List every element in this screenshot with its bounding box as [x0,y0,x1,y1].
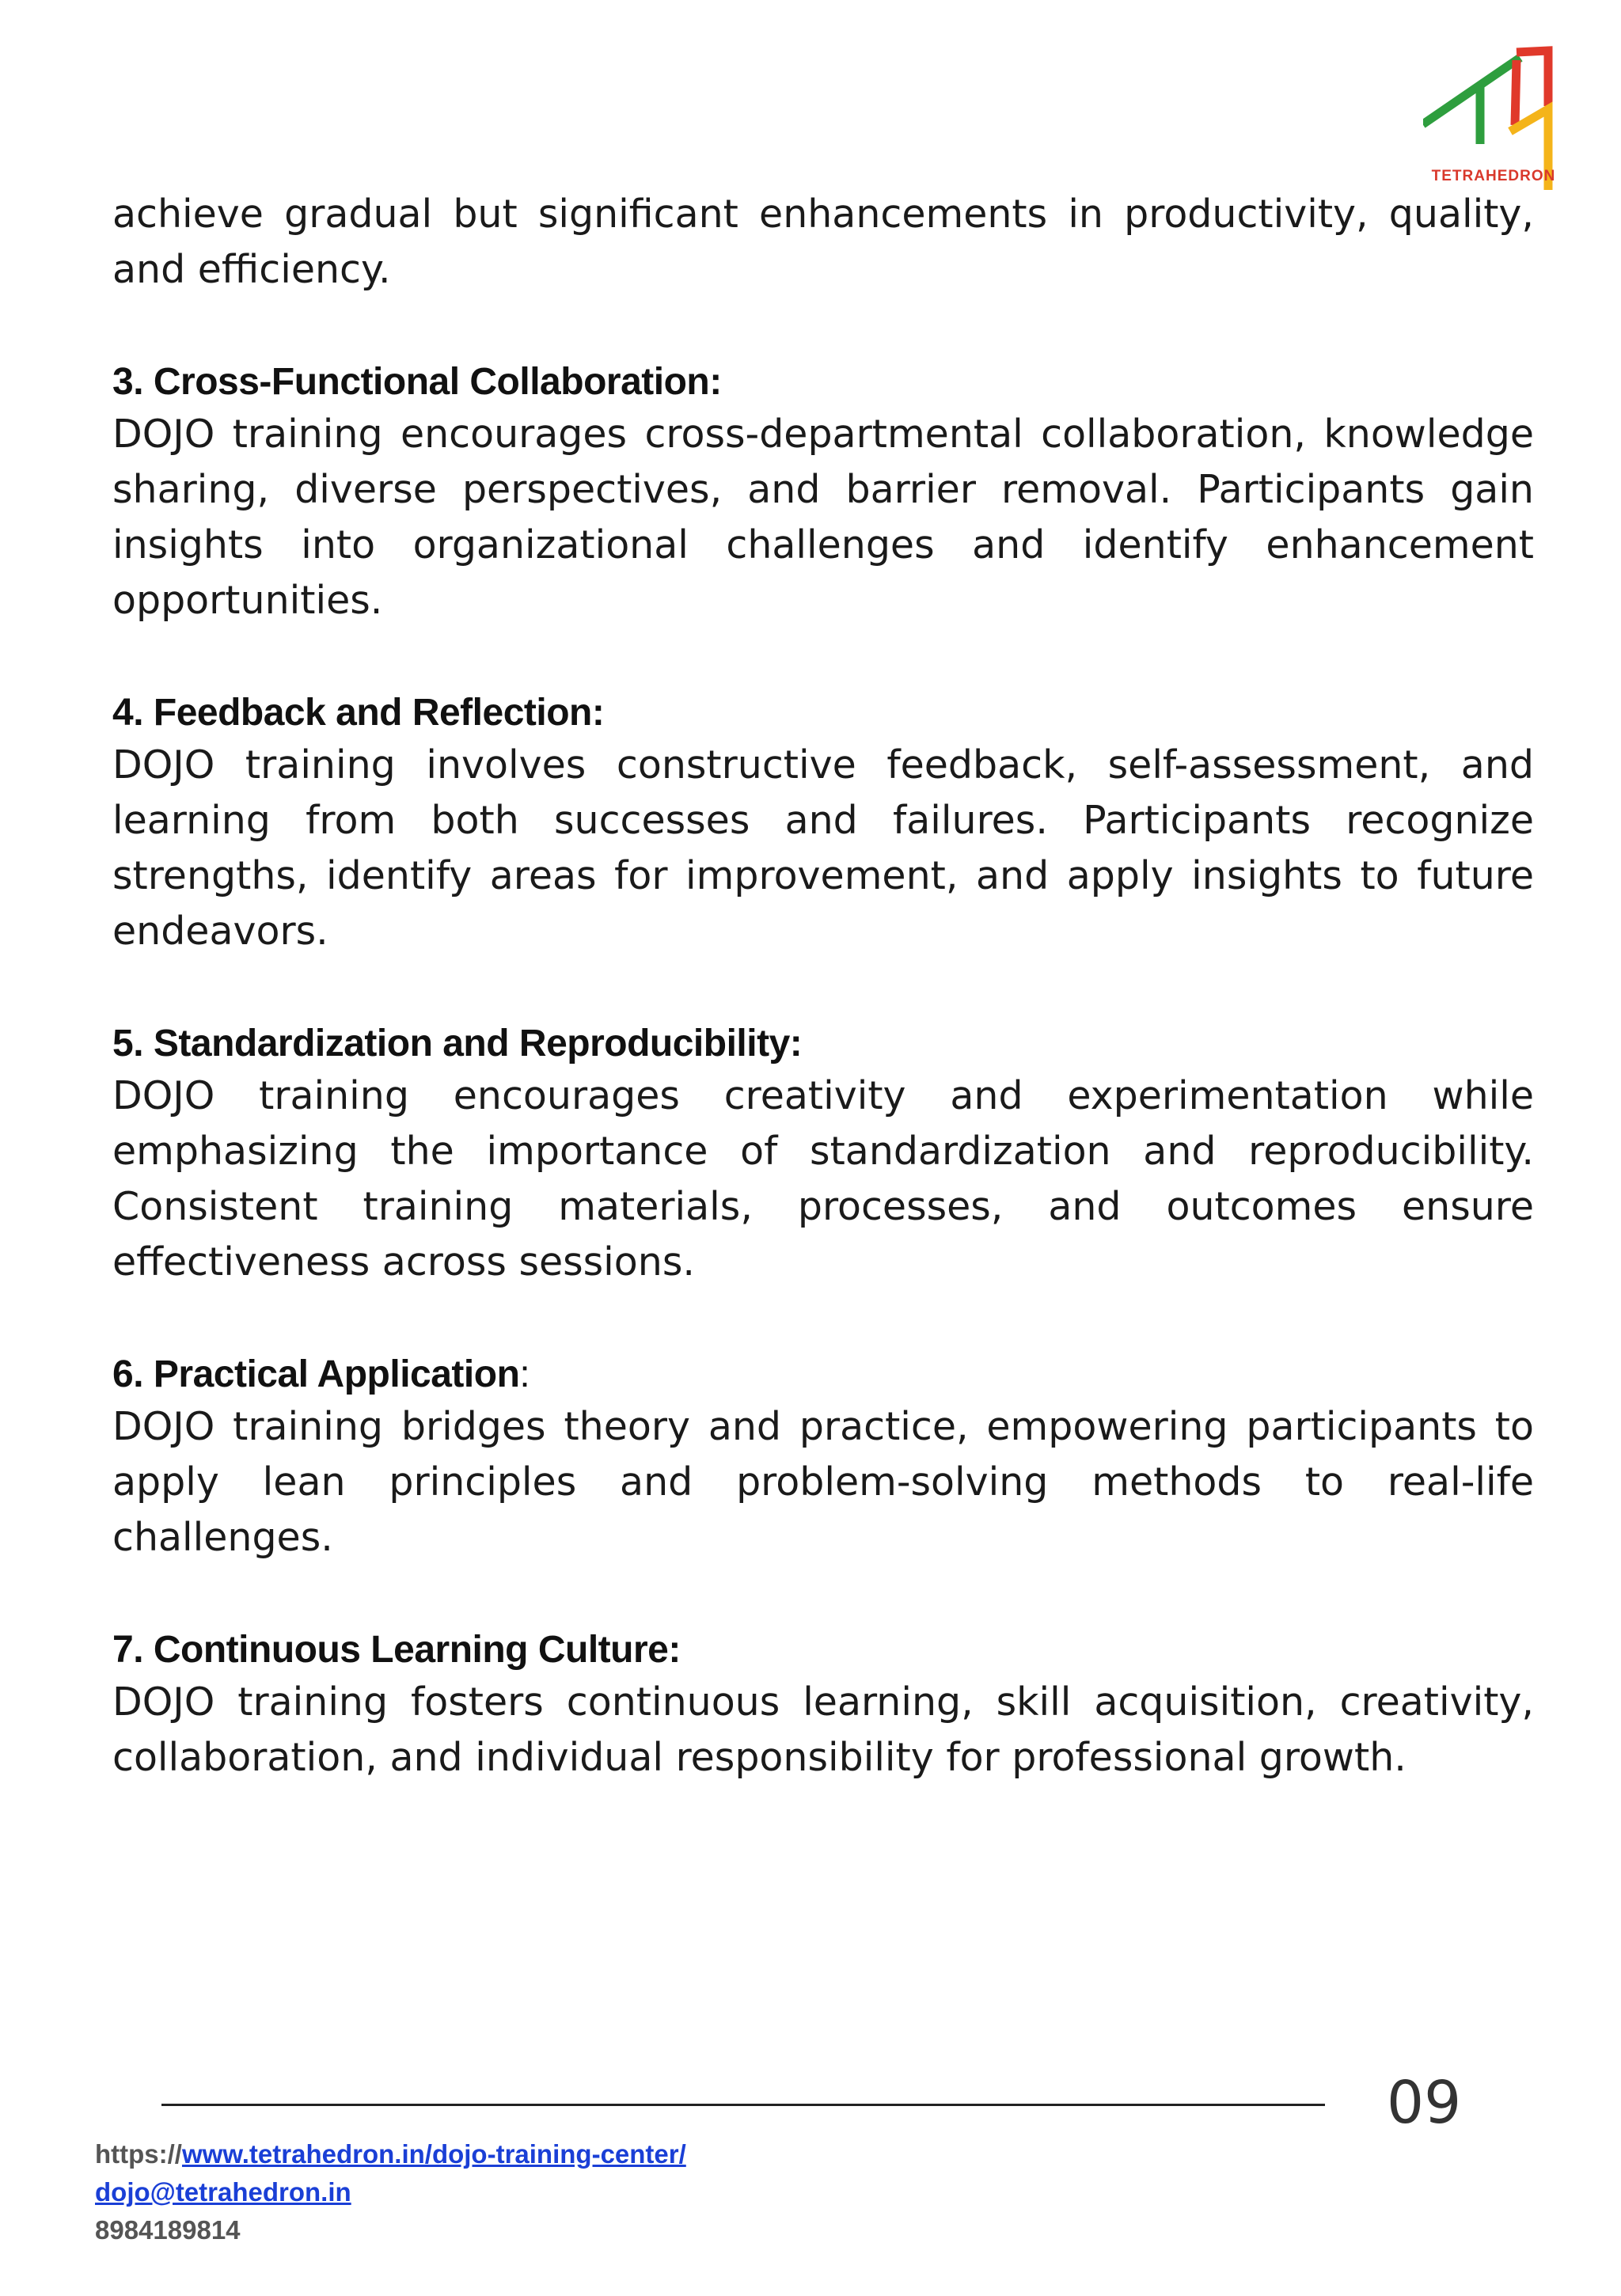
section-heading-text: 6. Practical Application [112,1353,520,1395]
section-heading: 7. Continuous Learning Culture: [112,1629,681,1671]
website-link[interactable]: www.tetrahedron.in/dojo-training-center/ [181,2139,686,2169]
section-practical-application [112,1350,1534,1565]
footer-divider [161,2104,1325,2106]
section-body: DOJO training involves constructive feedback, self-assessment, and learning from both successes and failures. Participants recognize strengths, identify areas for improvement, and apply insights to future endeavors. [112,742,1534,954]
url-prefix: https:// [95,2139,182,2169]
section-heading-colon: : [519,1353,530,1395]
section-heading [112,1350,1534,1399]
section-heading: 5. Standardization and Reproducibility: [112,1023,803,1065]
section-body: DOJO training fosters continuous learning, skill acquisition, creativity, collaboration, and individual responsibility for professional growth. [112,1679,1534,1780]
footer-contact [95,2135,686,2249]
footer-phone: 8984189814 [95,2215,241,2245]
section-body: DOJO training bridges theory and practice, empowering participants to apply lean principles and problem-solving methods to real-life challenges. [112,1404,1534,1560]
section-continuous-learning-culture [112,1626,1534,1786]
page-number: 09 [1387,2069,1462,2137]
section-feedback-and-reflection [112,689,1534,959]
section-cross-functional-collaboration [112,358,1534,628]
footer-email-line [95,2173,686,2211]
intro-paragraph: achieve gradual but significant enhancements in productivity, quality, and efficiency. [112,192,1534,292]
section-heading: 4. Feedback and Reflection: [112,692,605,734]
section-body: DOJO training encourages creativity and experimentation while emphasizing the importance of standardization and reproducibility. Consistent training materials, processes, and outcomes ensure effectiveness across sessions. [112,1073,1534,1285]
section-body: DOJO training encourages cross-departmental collaboration, knowledge sharing, diverse perspectives, and barrier removal. Participants gain insights into organizational challenges and identify enhancement opportunities. [112,412,1534,623]
email-link[interactable]: dojo@tetrahedron.in [95,2177,351,2207]
footer-url-line [95,2135,686,2173]
section-heading: 3. Cross-Functional Collaboration: [112,361,722,403]
logo-wordmark: TETRAHEDRON [1431,168,1556,184]
document-body [112,187,1534,1786]
section-standardization-and-reproducibility [112,1019,1534,1290]
